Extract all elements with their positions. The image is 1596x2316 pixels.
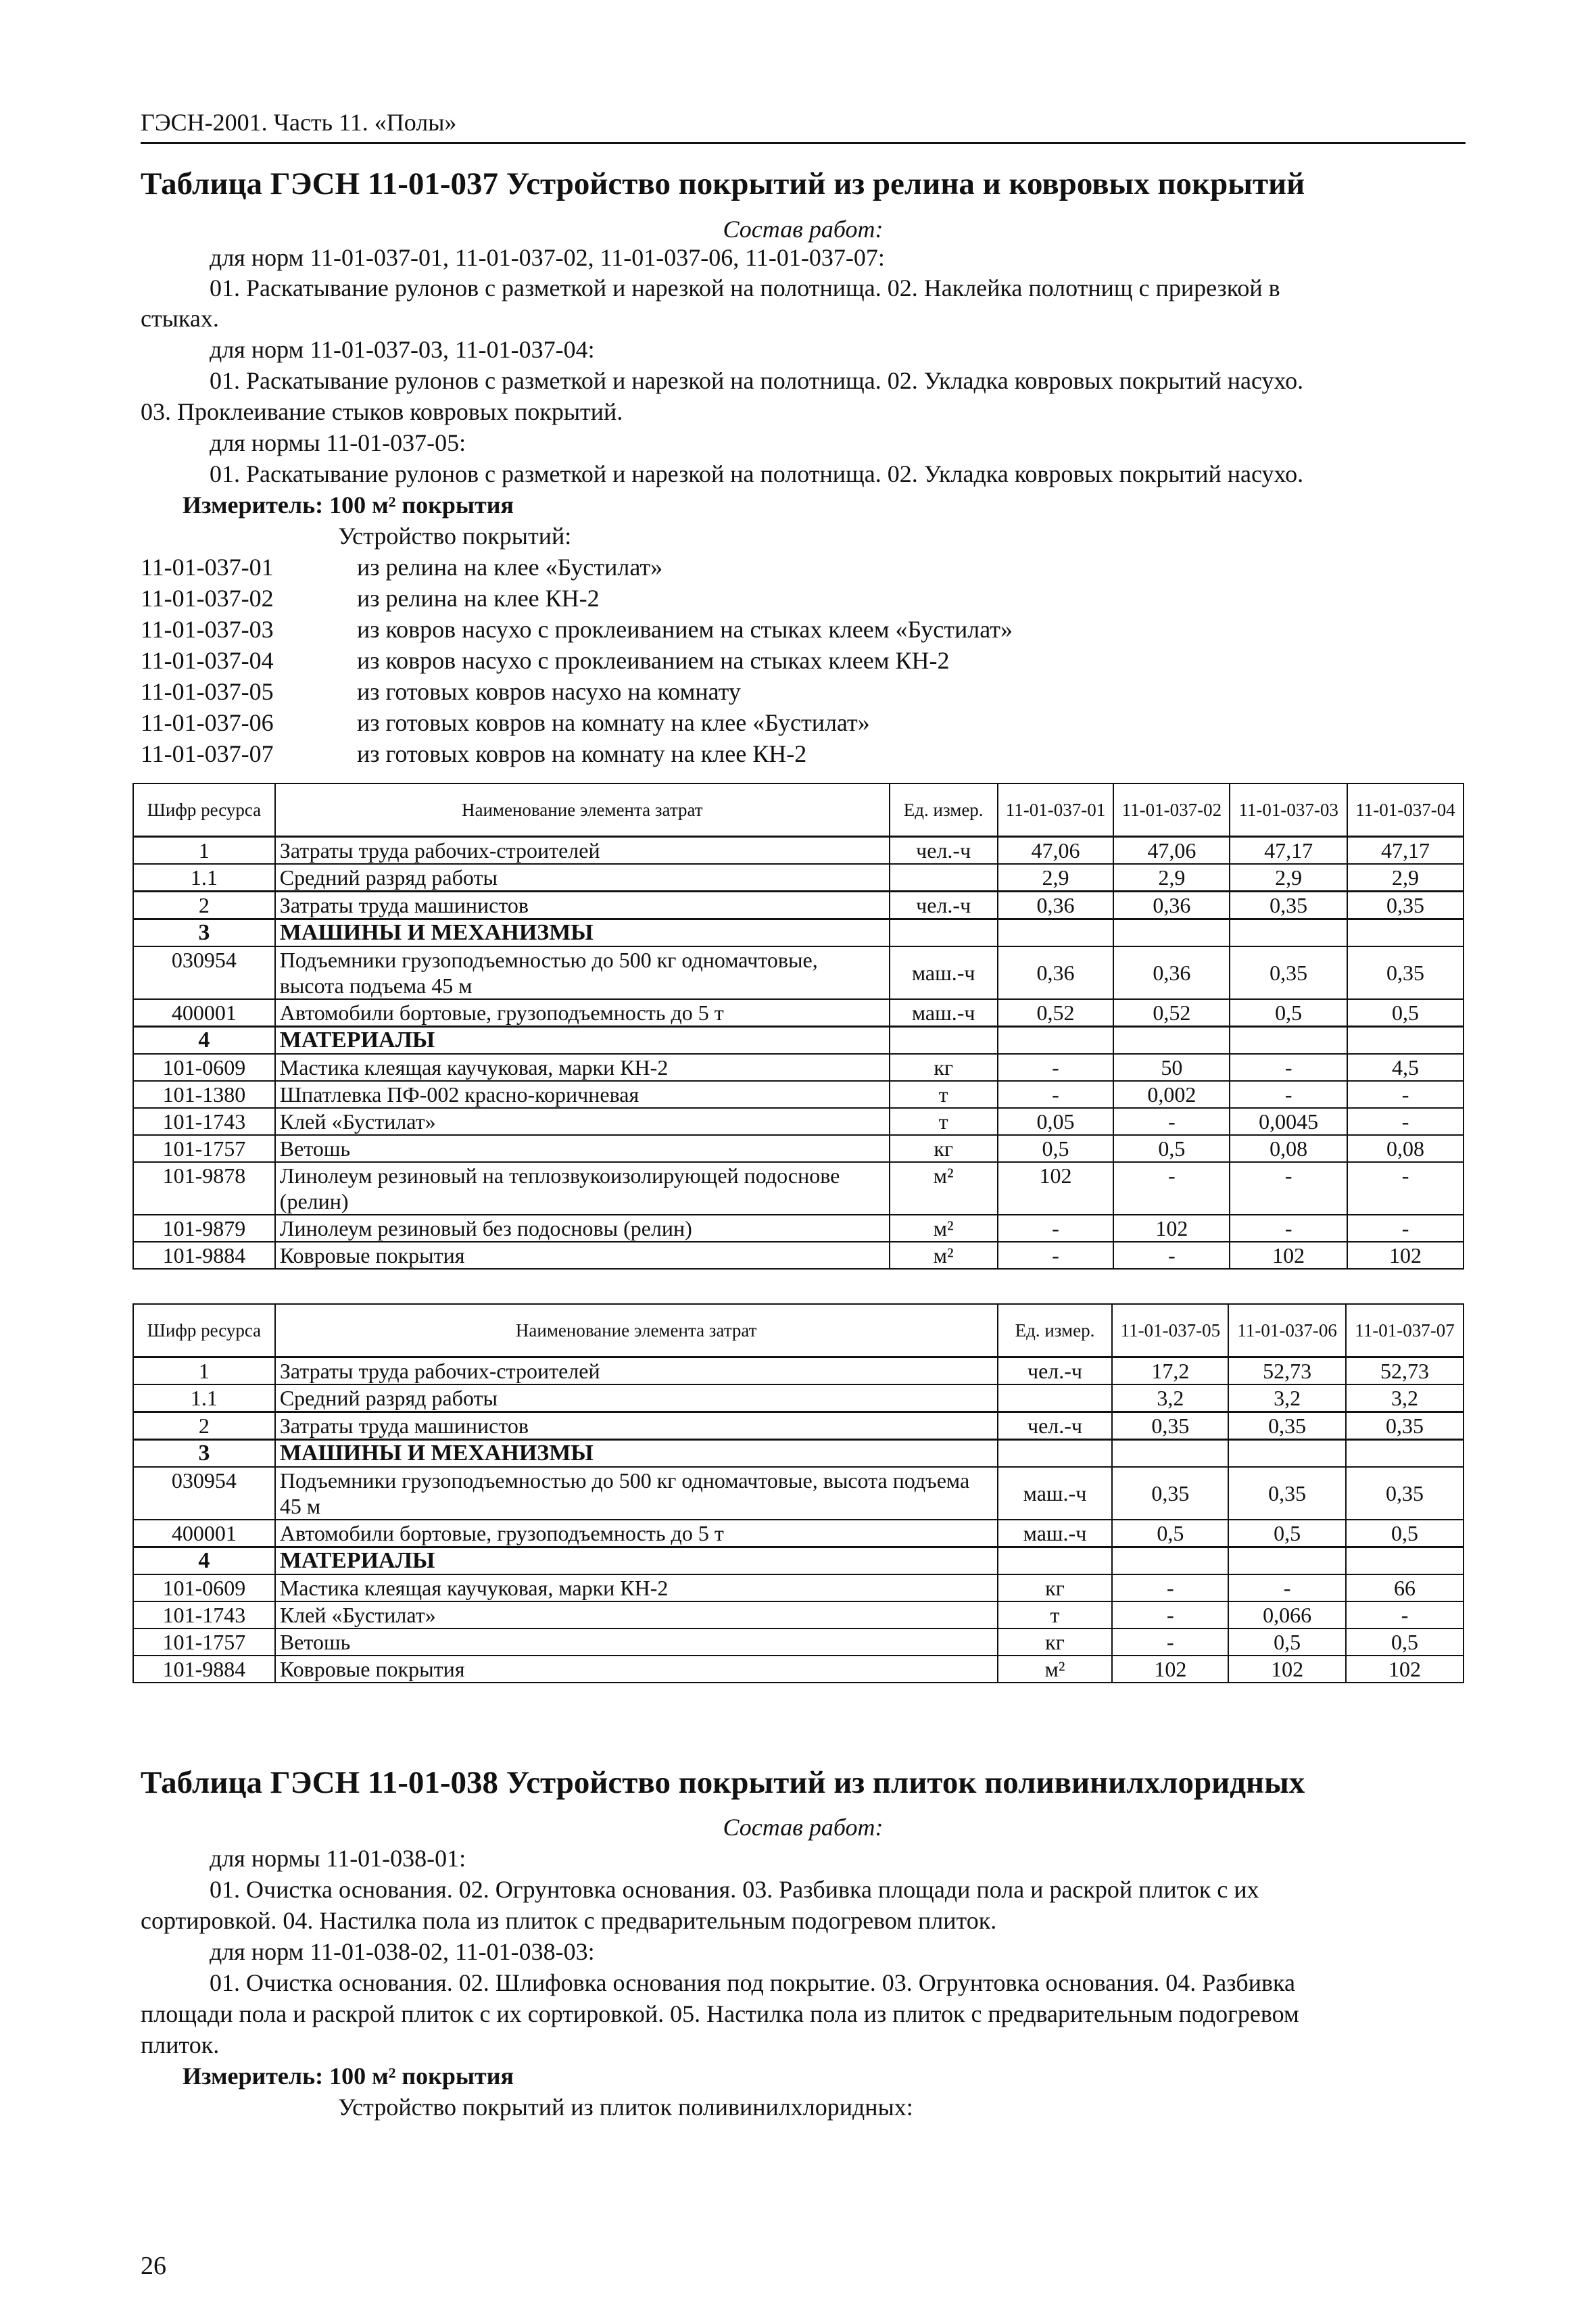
norms-line: для норм 11-01-038-02, 11-01-038-03:: [210, 1938, 595, 1965]
norm-description: из релина на клее КН-2: [357, 585, 600, 612]
section-title: МАШИНЫ И МЕХАНИЗМЫ: [275, 919, 890, 946]
cell-value: 102: [1346, 1656, 1464, 1683]
cell-value: 0,52: [1113, 999, 1230, 1027]
norm-code: 11-01-037-04: [141, 647, 274, 674]
cell-value: 0,5: [1230, 999, 1347, 1027]
cell-value: 3,2: [1112, 1384, 1228, 1412]
cell-code: 030954: [133, 1467, 275, 1520]
work-text-line: 01. Раскатывание рулонов с разметкой и нарезкой на полотнища. 02. Укладка ковровых покрытий насухо.: [210, 460, 1304, 487]
cell-value: 0,36: [1113, 946, 1230, 999]
cell-code: 2: [133, 891, 275, 919]
cell-value: [1228, 1547, 1346, 1574]
cell-value: [1113, 919, 1230, 946]
norm-code: 11-01-037-05: [141, 678, 274, 705]
cell-value: 0,5: [1347, 999, 1464, 1027]
cell-code: 1: [133, 836, 275, 864]
table-row: [133, 1242, 1464, 1269]
cell-value: 66: [1346, 1574, 1464, 1601]
cell-value: 47,17: [1230, 836, 1347, 864]
section-title: МАШИНЫ И МЕХАНИЗМЫ: [275, 1439, 998, 1467]
cell-value: -: [1347, 1162, 1464, 1215]
cell-name: Автомобили бортовые, грузоподъемность до 5 т: [275, 999, 890, 1027]
cell-value: 2,9: [1230, 864, 1347, 892]
table-row: [133, 1162, 1464, 1215]
cell-value: -: [1230, 1054, 1347, 1081]
cell-value: -: [998, 1054, 1114, 1081]
cell-value: 0,5: [1113, 1135, 1230, 1162]
section-title: МАТЕРИАЛЫ: [275, 1547, 998, 1574]
cell-unit: чел.-ч: [890, 836, 998, 864]
table-row: [133, 1108, 1464, 1135]
cell-value: 0,35: [1228, 1467, 1346, 1520]
table-038-title: Таблица ГЭСН 11-01-038 Устройство покрытий из плиток поливинилхлоридных: [141, 1765, 1305, 1800]
col-header-name: Наименование элемента затрат: [275, 783, 890, 836]
cell-unit: маш.-ч: [998, 1467, 1113, 1520]
cell-value: 3,2: [1346, 1384, 1464, 1412]
work-text-line: 01. Очистка основания. 02. Шлифовка основания под покрытие. 03. Огрунтовка основания. 04. Разбивка: [210, 1969, 1295, 1996]
cell-code: 1: [133, 1357, 275, 1384]
cell-unit: т: [890, 1108, 998, 1135]
cell-code: 101-0609: [133, 1054, 275, 1081]
norm-code: 11-01-037-03: [141, 616, 274, 643]
work-composition-label: Состав работ:: [723, 1814, 884, 1841]
cell-value: [1112, 1439, 1228, 1467]
cell-name: Шпатлевка ПФ-002 красно-коричневая: [275, 1081, 890, 1108]
cell-value: 2,9: [1113, 864, 1230, 892]
cell-value: 0,5: [1346, 1629, 1464, 1656]
norms-line: для норм 11-01-037-03, 11-01-037-04:: [210, 336, 595, 363]
cell-value: -: [1112, 1601, 1228, 1629]
table-row: [133, 1054, 1464, 1081]
norm-code: 11-01-037-06: [141, 709, 274, 736]
section-row: [133, 919, 1464, 946]
cell-unit: чел.-ч: [998, 1357, 1113, 1384]
cell-unit: м²: [890, 1215, 998, 1242]
cell-value: 0,5: [1112, 1520, 1228, 1547]
table-row: [133, 1656, 1464, 1683]
cell-name: Мастика клеящая каучуковая, марки КН-2: [275, 1574, 998, 1601]
norm-description: из ковров насухо с проклеиванием на стыках клеем «Бустилат»: [357, 616, 1013, 643]
cell-value: [1230, 1026, 1347, 1054]
cell-name: Линолеум резиновый без подосновы (релин): [275, 1215, 890, 1242]
cell-code: 400001: [133, 999, 275, 1027]
cell-value: 52,73: [1228, 1357, 1346, 1384]
cell-value: -: [1230, 1162, 1347, 1215]
cell-code: 1.1: [133, 1384, 275, 1412]
cell-unit: маш.-ч: [998, 1520, 1113, 1547]
cell-name: Подъемники грузоподъемностью до 500 кг одномачтовые, высота подъема 45 м: [275, 1467, 998, 1520]
cell-value: -: [998, 1242, 1114, 1269]
cell-value: 0,066: [1228, 1601, 1346, 1629]
cell-value: -: [1112, 1629, 1228, 1656]
device-label: Устройство покрытий:: [338, 523, 572, 550]
table-row: [133, 1520, 1464, 1547]
cell-unit: м²: [998, 1656, 1113, 1683]
cell-unit: м²: [890, 1242, 998, 1269]
cell-unit: чел.-ч: [998, 1412, 1113, 1439]
cell-code: 101-1743: [133, 1108, 275, 1135]
table-row: [133, 1412, 1464, 1439]
cell-unit: [998, 1384, 1113, 1412]
table-row: [133, 999, 1464, 1027]
cell-unit: кг: [890, 1054, 998, 1081]
cell-value: 102: [1347, 1242, 1464, 1269]
cell-value: 0,5: [998, 1135, 1114, 1162]
table-row: [133, 864, 1464, 892]
norm-description: из готовых ковров насухо на комнату: [357, 678, 741, 705]
cell-unit: т: [998, 1601, 1113, 1629]
cell-value: -: [1347, 1108, 1464, 1135]
cell-value: 0,002: [1113, 1081, 1230, 1108]
work-text-line: 01. Раскатывание рулонов с разметкой и нарезкой на полотнища. 02. Укладка ковровых покрытий насухо.: [210, 367, 1304, 394]
cell-value: 0,5: [1228, 1629, 1346, 1656]
table-header-row: [133, 1304, 1464, 1357]
col-header-norm: 11-01-037-02: [1113, 783, 1230, 836]
cell-code: 3: [133, 1439, 275, 1467]
table-row: [133, 1601, 1464, 1629]
cell-value: 0,35: [1230, 946, 1347, 999]
norm-code: 11-01-037-01: [141, 554, 274, 581]
cell-name: Средний разряд работы: [275, 1384, 998, 1412]
cell-code: 101-1757: [133, 1135, 275, 1162]
cell-value: -: [1230, 1081, 1347, 1108]
cell-unit: [890, 919, 998, 946]
cell-code: 2: [133, 1412, 275, 1439]
cell-name: Затраты труда машинистов: [275, 1412, 998, 1439]
col-header-unit: Ед. измер.: [890, 783, 998, 836]
cell-value: -: [1230, 1215, 1347, 1242]
cell-value: 50: [1113, 1054, 1230, 1081]
cell-value: 102: [1230, 1242, 1347, 1269]
table-row: [133, 1135, 1464, 1162]
cell-name: Подъемники грузоподъемностью до 500 кг одномачтовые, высота подъема 45 м: [275, 946, 890, 999]
work-text-line: стыках.: [141, 305, 219, 332]
resource-table-2: [132, 1303, 1464, 1683]
cell-code: 101-9884: [133, 1242, 275, 1269]
cell-value: -: [1347, 1081, 1464, 1108]
work-text-line: 01. Раскатывание рулонов с разметкой и нарезкой на полотнища. 02. Наклейка полотнищ с прирезкой в: [210, 274, 1280, 301]
header-rule: [141, 142, 1466, 144]
cell-unit: т: [890, 1081, 998, 1108]
cell-value: 47,17: [1347, 836, 1464, 864]
cell-name: Затраты труда рабочих-строителей: [275, 1357, 998, 1384]
cell-value: 47,06: [1113, 836, 1230, 864]
cell-value: 0,35: [1112, 1467, 1228, 1520]
cell-value: 17,2: [1112, 1357, 1228, 1384]
cell-value: 0,35: [1346, 1467, 1464, 1520]
measure-line: Измеритель: 100 м² покрытия: [183, 491, 514, 518]
cell-value: -: [998, 1081, 1114, 1108]
device-label: Устройство покрытий из плиток поливинилхлоридных:: [338, 2094, 913, 2121]
cell-value: [1112, 1547, 1228, 1574]
cell-unit: маш.-ч: [890, 946, 998, 999]
work-text-line: площади пола и раскрой плиток с их сортировкой. 05. Настилка пола из плиток с предварительным подогревом: [141, 2000, 1299, 2027]
cell-value: [1347, 1026, 1464, 1054]
cell-value: -: [1228, 1574, 1346, 1601]
work-text-line: 03. Проклеивание стыков ковровых покрытий.: [141, 398, 623, 425]
cell-value: 0,05: [998, 1108, 1114, 1135]
cell-value: -: [998, 1215, 1114, 1242]
cell-value: 0,35: [1347, 891, 1464, 919]
col-header-norm: 11-01-037-01: [998, 783, 1114, 836]
cell-value: 0,0045: [1230, 1108, 1347, 1135]
cell-value: [998, 1026, 1114, 1054]
table-row: [133, 1357, 1464, 1384]
cell-value: 2,9: [1347, 864, 1464, 892]
cell-code: 101-1743: [133, 1601, 275, 1629]
cell-value: 0,35: [1346, 1412, 1464, 1439]
cell-value: [1347, 919, 1464, 946]
work-text-line: плиток.: [141, 2031, 220, 2058]
section-row: [133, 1026, 1464, 1054]
norms-line: для нормы 11-01-037-05:: [210, 429, 466, 456]
cell-code: 4: [133, 1547, 275, 1574]
col-header-norm: 11-01-037-04: [1347, 783, 1464, 836]
cell-value: 4,5: [1347, 1054, 1464, 1081]
cell-value: [1346, 1547, 1464, 1574]
cell-name: Затраты труда рабочих-строителей: [275, 836, 890, 864]
norms-line: для норм 11-01-037-01, 11-01-037-02, 11-01-037-06, 11-01-037-07:: [210, 244, 885, 271]
cell-code: 3: [133, 919, 275, 946]
cell-value: 0,35: [1112, 1412, 1228, 1439]
cell-code: 101-1757: [133, 1629, 275, 1656]
table-037-title: Таблица ГЭСН 11-01-037 Устройство покрытий из релина и ковровых покрытий: [141, 166, 1305, 201]
table-row: [133, 1629, 1464, 1656]
col-header-name: Наименование элемента затрат: [275, 1304, 998, 1357]
cell-value: 0,08: [1347, 1135, 1464, 1162]
table-row: [133, 1215, 1464, 1242]
col-header-norm: 11-01-037-05: [1112, 1304, 1228, 1357]
cell-unit: м²: [890, 1162, 998, 1215]
col-header-norm: 11-01-037-06: [1228, 1304, 1346, 1357]
cell-value: -: [1113, 1108, 1230, 1135]
cell-code: 101-9879: [133, 1215, 275, 1242]
resource-table-1: [132, 783, 1464, 1270]
cell-value: [1230, 919, 1347, 946]
cell-code: 4: [133, 1026, 275, 1054]
running-header: ГЭСН-2001. Часть 11. «Полы»: [141, 109, 457, 136]
cell-name: Автомобили бортовые, грузоподъемность до 5 т: [275, 1520, 998, 1547]
norm-code: 11-01-037-02: [141, 585, 274, 612]
table-row: [133, 836, 1464, 864]
cell-value: -: [1112, 1574, 1228, 1601]
work-text-line: сортировкой. 04. Настилка пола из плиток с предварительным подогревом плиток.: [141, 1907, 997, 1934]
cell-value: [998, 919, 1114, 946]
work-composition-label: Состав работ:: [723, 216, 884, 243]
norms-line: для нормы 11-01-038-01:: [210, 1845, 466, 1872]
cell-code: 030954: [133, 946, 275, 999]
cell-unit: [890, 1026, 998, 1054]
cell-value: [1346, 1439, 1464, 1467]
cell-value: -: [1346, 1601, 1464, 1629]
col-header-code: Шифр ресурса: [133, 783, 275, 836]
cell-code: 101-0609: [133, 1574, 275, 1601]
cell-name: Линолеум резиновый на теплозвукоизолирующей подоснове (релин): [275, 1162, 890, 1215]
cell-value: [1113, 1026, 1230, 1054]
cell-value: 0,52: [998, 999, 1114, 1027]
cell-value: 0,5: [1228, 1520, 1346, 1547]
table-row: [133, 1574, 1464, 1601]
norm-description: из ковров насухо с проклеиванием на стыках клеем КН-2: [357, 647, 950, 674]
cell-value: 52,73: [1346, 1357, 1464, 1384]
table-row: [133, 1384, 1464, 1412]
norm-description: из готовых ковров на комнату на клее «Бустилат»: [357, 709, 870, 736]
cell-value: 0,08: [1230, 1135, 1347, 1162]
cell-value: 0,36: [1113, 891, 1230, 919]
cell-name: Ветошь: [275, 1135, 890, 1162]
col-header-unit: Ед. измер.: [998, 1304, 1113, 1357]
norm-description: из релина на клее «Бустилат»: [357, 554, 663, 581]
cell-value: 0,36: [998, 891, 1114, 919]
cell-value: [1228, 1439, 1346, 1467]
cell-value: 0,36: [998, 946, 1114, 999]
cell-name: Клей «Бустилат»: [275, 1601, 998, 1629]
cell-unit: маш.-ч: [890, 999, 998, 1027]
cell-value: -: [1113, 1162, 1230, 1215]
cell-value: -: [1347, 1215, 1464, 1242]
section-row: [133, 1439, 1464, 1467]
measure-line: Измеритель: 100 м² покрытия: [183, 2062, 514, 2090]
cell-value: 0,35: [1347, 946, 1464, 999]
cell-value: 3,2: [1228, 1384, 1346, 1412]
work-text-line: 01. Очистка основания. 02. Огрунтовка основания. 03. Разбивка площади пола и раскрой плиток с их: [210, 1876, 1259, 1903]
cell-name: Средний разряд работы: [275, 864, 890, 892]
cell-value: 102: [1113, 1215, 1230, 1242]
cell-code: 400001: [133, 1520, 275, 1547]
cell-code: 101-9884: [133, 1656, 275, 1683]
section-title: МАТЕРИАЛЫ: [275, 1026, 890, 1054]
cell-name: Ковровые покрытия: [275, 1242, 890, 1269]
cell-unit: кг: [998, 1574, 1113, 1601]
section-row: [133, 1547, 1464, 1574]
cell-value: 2,9: [998, 864, 1114, 892]
cell-unit: кг: [890, 1135, 998, 1162]
cell-value: 102: [1112, 1656, 1228, 1683]
norm-code: 11-01-037-07: [141, 740, 274, 767]
cell-unit: чел.-ч: [890, 891, 998, 919]
norm-description: из готовых ковров на комнату на клее КН-2: [357, 740, 807, 767]
table-row: [133, 946, 1464, 999]
col-header-norm: 11-01-037-03: [1230, 783, 1347, 836]
cell-name: Затраты труда машинистов: [275, 891, 890, 919]
cell-unit: [890, 864, 998, 892]
cell-name: Клей «Бустилат»: [275, 1108, 890, 1135]
cell-name: Ветошь: [275, 1629, 998, 1656]
table-row: [133, 1081, 1464, 1108]
cell-value: -: [1113, 1242, 1230, 1269]
cell-unit: [998, 1439, 1113, 1467]
cell-unit: кг: [998, 1629, 1113, 1656]
table-row: [133, 1467, 1464, 1520]
table-header-row: [133, 783, 1464, 836]
page-number: 26: [141, 2252, 166, 2280]
table-row: [133, 891, 1464, 919]
col-header-norm: 11-01-037-07: [1346, 1304, 1464, 1357]
cell-name: Ковровые покрытия: [275, 1656, 998, 1683]
cell-value: 0,35: [1228, 1412, 1346, 1439]
cell-value: 0,35: [1230, 891, 1347, 919]
cell-name: Мастика клеящая каучуковая, марки КН-2: [275, 1054, 890, 1081]
cell-value: 47,06: [998, 836, 1114, 864]
cell-unit: [998, 1547, 1113, 1574]
cell-code: 1.1: [133, 864, 275, 892]
col-header-code: Шифр ресурса: [133, 1304, 275, 1357]
cell-code: 101-1380: [133, 1081, 275, 1108]
cell-value: 0,5: [1346, 1520, 1464, 1547]
cell-code: 101-9878: [133, 1162, 275, 1215]
cell-value: 102: [998, 1162, 1114, 1215]
cell-value: 102: [1228, 1656, 1346, 1683]
